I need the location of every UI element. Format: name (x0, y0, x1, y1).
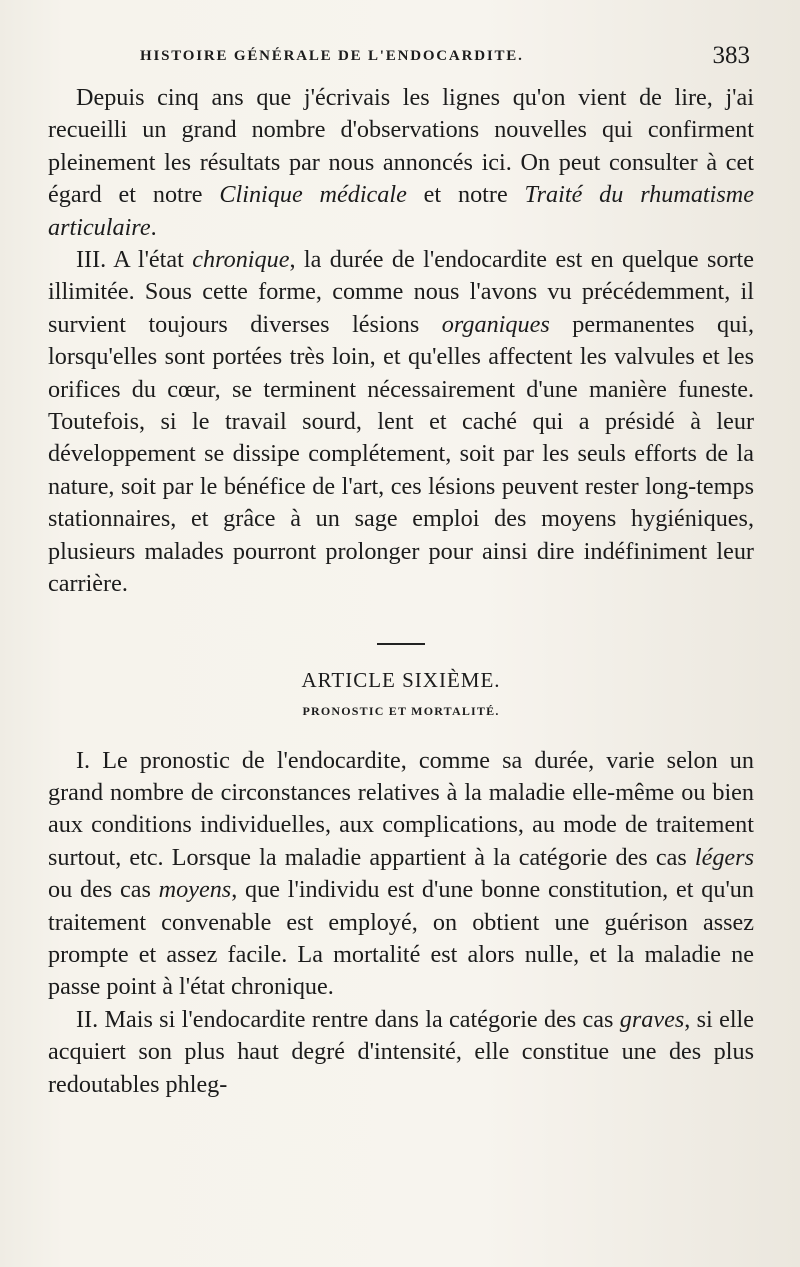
text-run: II. Mais si l'endocardite rentre dans la catégorie des cas (76, 1005, 620, 1033)
paragraph-ii (48, 1004, 754, 1101)
paragraph-i (48, 745, 754, 1004)
italic-run: chronique (192, 246, 290, 274)
text-run: permanentes qui, lorsqu'elles sont portées très loin, et qu'elles affectent les valvules et les orifices du cœur, se terminent nécessairement d'une manière funeste. Toutefois, si le travail sourd, lent et caché qui a présidé à leur développement se dissipe complétement, soit par les seuls efforts de la nature, soit par le bénéfice de l'art, ces lésions peuvent rester long-temps stationnaires, et grâce à un sage emploi des moyens hygiéniques, plusieurs malades pourront prolonger pour ainsi dire indéfiniment leur carrière. (48, 310, 754, 598)
text-run: ou des cas (48, 876, 159, 904)
text-run: , que l'individu est d'une bonne constitution, et qu'un traitement convenable est employé, on obtient une guérison assez prompte et assez facile. La mortalité est alors nulle, et la maladie ne passe point à l'état chronique. (48, 876, 754, 1001)
page-body (48, 82, 754, 1101)
italic-run: Traité du rhumatisme articulaire (48, 181, 754, 241)
running-title: HISTOIRE GÉNÉRALE DE L'ENDOCARDITE. (140, 48, 524, 64)
italic-run: Clinique médicale (219, 181, 407, 209)
text-run: . (150, 213, 157, 241)
article-subtitle: PRONOSTIC ET MORTALITÉ. (302, 703, 500, 718)
paragraph-intro (48, 82, 754, 244)
article-title: ARTICLE SIXIÈME. (301, 667, 501, 692)
text-run: , la durée de l'endocardite est en quelque sorte illimitée. Sous cette forme, comme nous l'avons vu précédemment, il survient toujours diverses lésions (48, 246, 754, 338)
text-run: et notre (406, 181, 525, 209)
paragraph-iii (48, 244, 754, 600)
page-header (140, 42, 760, 78)
text-run: Depuis cinq ans que j'écrivais les lignes qu'on vient de lire, j'ai recueilli un grand nombre d'observations nouvelles qui confirment pleinement les résultats par nous annoncés ici. On peut consulter à cet égard et notre (48, 84, 754, 209)
italic-run: organiques (441, 310, 550, 338)
italic-run: moyens (158, 876, 232, 904)
page-number: 383 (712, 42, 750, 69)
italic-run: graves (619, 1005, 685, 1033)
italic-run: légers (694, 843, 754, 871)
text-run: III. A l'état (76, 246, 193, 274)
section-divider (377, 643, 425, 645)
text-run: , si elle acquiert son plus haut degré d'intensité, elle constitue une des plus redoutables phleg- (48, 1005, 754, 1098)
text-run: I. Le pronostic de l'endocardite, comme sa durée, varie selon un grand nombre de circonstances relatives à la maladie elle-même ou bien aux conditions individuelles, aux complications, au mode de traitement surtout, etc. Lorsque la maladie appartient à la catégorie des cas (48, 746, 754, 871)
